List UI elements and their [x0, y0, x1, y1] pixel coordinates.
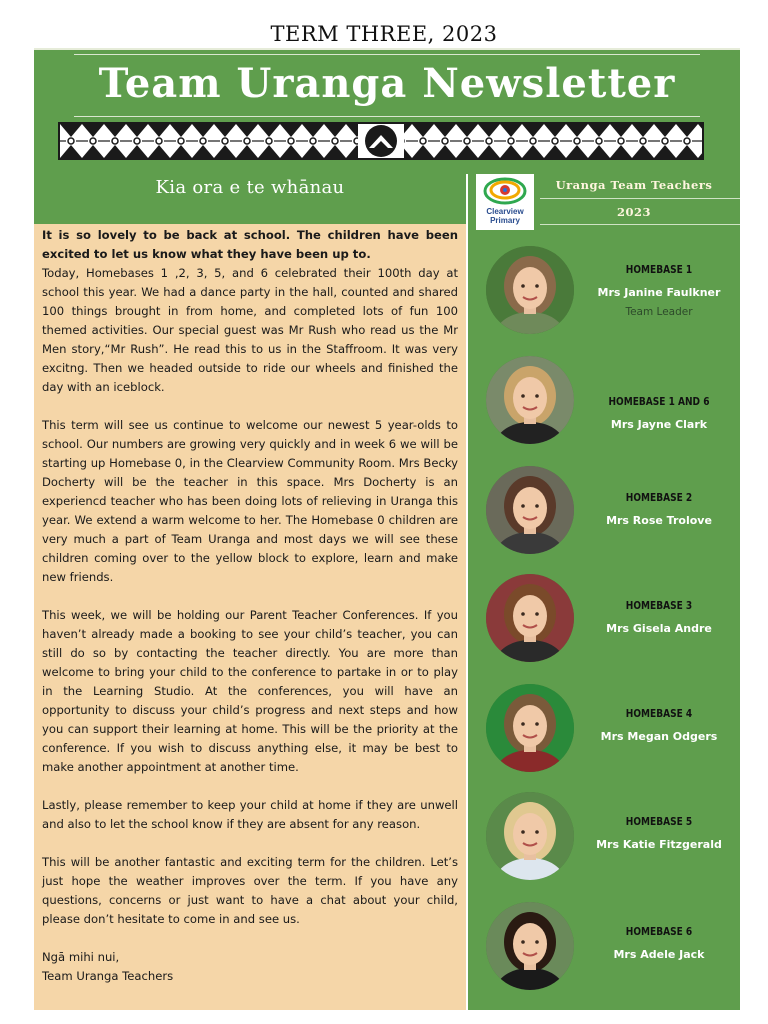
- greeting-bar: [34, 172, 466, 224]
- teacher-homebase: HOMEBASE 1: [625, 264, 693, 276]
- letter-paragraph: Today, Homebases 1 ,2, 3, 5, and 6 celebrated their 100th day at school this year. We had a dance party in the hall, counted and shared 100 things brought in from home, and completed lots of fun 100 themed activities. Our special guest was Mr Rush who read us the Mr Men story,“Mr Rush”. He read this to us in the Staffroom. It was very excitng. Then we headed outside to ride our wheels and finished the day with an iceblock.: [42, 266, 458, 394]
- teacher-photo: [486, 792, 574, 880]
- team-year: 2023: [616, 205, 651, 219]
- header-rule: [74, 116, 700, 117]
- teacher-name: Mrs Katie Fitzgerald: [596, 838, 722, 851]
- teacher-photo: [486, 356, 574, 444]
- teacher-photo: [486, 902, 574, 990]
- teacher-card: [468, 902, 740, 992]
- teacher-name: Mrs Janine Faulkner: [597, 286, 721, 299]
- letter-paragraph: This week, we will be holding our Parent Teacher Conferences. If you haven’t already made a booking to see your child’s teacher, you can still do so by contacting the teacher directly. You are more than welcome to bring your child to the conference to partake in or to play in the Learning Studio. At the conferences, you will have an opportunity to discuss your child’s progress and next steps and how you can support their learning at home. This will be the priority at the conference. If you wish to discuss anything else, it may be best to make another appointment at another time.: [42, 608, 458, 774]
- teacher-homebase: HOMEBASE 5: [625, 816, 693, 828]
- teacher-name: Mrs Rose Trolove: [606, 514, 712, 527]
- teacher-info: [578, 600, 740, 635]
- teacher-name: Mrs Adele Jack: [613, 948, 705, 961]
- letter-lead: It is so lovely to be back at school. The children have been excited to let us know what they have been up to.: [42, 228, 458, 261]
- teacher-card: [468, 792, 740, 882]
- teacher-photo: [486, 684, 574, 772]
- header-rule: [74, 54, 700, 55]
- teacher-name: Mrs Jayne Clark: [610, 418, 708, 431]
- teacher-homebase: HOMEBASE 3: [625, 600, 693, 612]
- teacher-homebase: HOMEBASE 1 AND 6: [608, 396, 710, 408]
- teacher-info: [578, 926, 740, 961]
- teacher-photo: [486, 574, 574, 662]
- teacher-homebase: HOMEBASE 2: [625, 492, 693, 504]
- team-rule: [540, 198, 740, 199]
- letter-body: [42, 226, 458, 986]
- teacher-card: [468, 356, 740, 446]
- taniko-pattern: [60, 124, 702, 158]
- teacher-card: [468, 574, 740, 664]
- teacher-card: [468, 466, 740, 556]
- greeting: Kia ora e te whānau: [155, 177, 345, 198]
- teacher-homebase: HOMEBASE 6: [625, 926, 693, 938]
- team-teachers-label: Uranga Team Teachers: [555, 178, 713, 192]
- letter-panel: [34, 224, 466, 1010]
- teacher-photo: [486, 466, 574, 554]
- team-rule: [540, 224, 740, 225]
- teacher-info: [578, 396, 740, 431]
- logo-eye-icon: [476, 174, 534, 208]
- teacher-info: [578, 708, 740, 743]
- signoff-signature: Team Uranga Teachers: [42, 969, 174, 983]
- teacher-homebase: HOMEBASE 4: [625, 708, 693, 720]
- teacher-name: Mrs Megan Odgers: [600, 730, 718, 743]
- teacher-role: Team Leader: [625, 306, 693, 318]
- teacher-photo: [486, 246, 574, 334]
- letter-paragraph: Lastly, please remember to keep your child at home if they are unwell and also to let the school know if they are absent for any reason.: [42, 798, 458, 831]
- teacher-card: [468, 246, 740, 336]
- newsletter-header: [34, 48, 740, 174]
- signoff-line: Ngā mihi nui,: [42, 950, 120, 964]
- teachers-panel: [468, 172, 740, 1010]
- teacher-name: Mrs Gisela Andre: [606, 622, 712, 635]
- teacher-info: [578, 264, 740, 318]
- teacher-card: [468, 684, 740, 774]
- letter-paragraph: This term will see us continue to welcome our newest 5 year-olds to school. Our numbers are growing very quickly and in week 6 we will be starting up Homebase 0, in the Clearview Community Room. Mrs Becky Docherty will be the teacher in this space. Mrs Docherty is an experiencd teacher who has been doing lots of relieving in Uranga this year. We extend a warm welcome to her. The Homebase 0 children are very much a part of Team Uranga and most days we will see these children coming over to the yellow block to explore, learn and make new friends.: [42, 418, 458, 584]
- teacher-info: [578, 816, 740, 851]
- logo-text: Clearview Primary: [486, 207, 524, 225]
- newsletter-title: Team Uranga Newsletter: [98, 60, 676, 107]
- letter-paragraph: This will be another fantastic and exciting term for the children. Let’s just hope the weather improves over the term. If you have any questions, concerns or just want to have a chat about your child, please don’t hesitate to come in and see us.: [42, 855, 458, 926]
- decorative-pattern-band: [58, 122, 704, 160]
- term-heading: TERM THREE, 2023: [270, 22, 498, 46]
- teacher-info: [578, 492, 740, 527]
- school-logo: [476, 174, 534, 230]
